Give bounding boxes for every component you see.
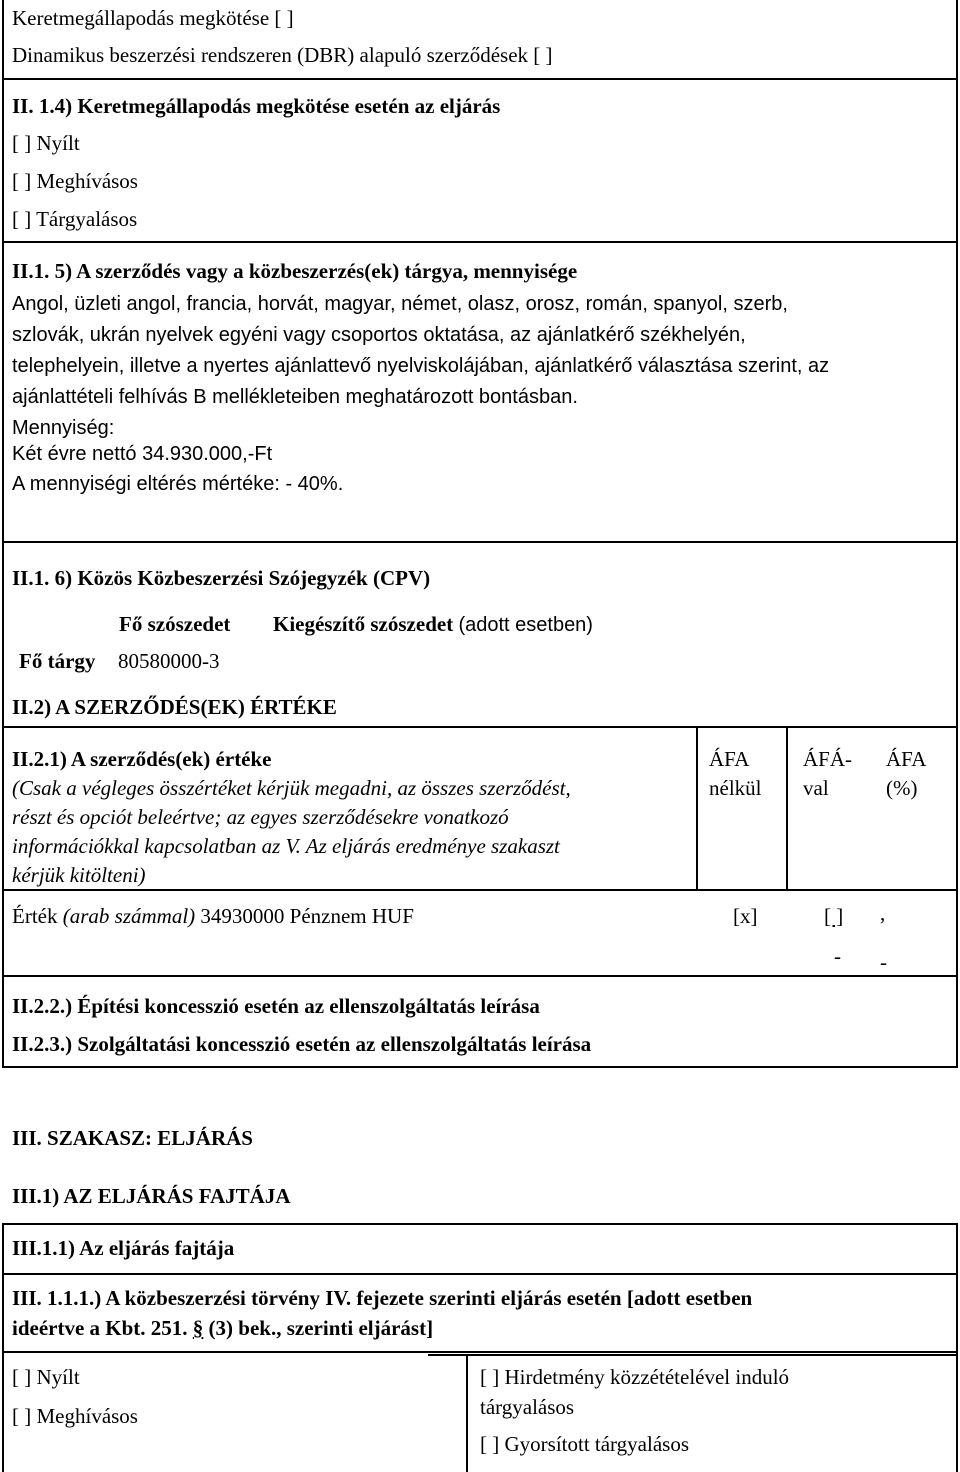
s3-line-3 [2, 1351, 958, 1353]
s3-option-hirdetmeny: [ ] Hirdetmény közzétételével induló [480, 1365, 790, 1389]
quantity-deviation: A mennyiségi eltérés mértéke: - 40%. [12, 473, 344, 495]
col-without-vat-l2: nélkül [709, 776, 762, 800]
cpv-supp-col-header [273, 614, 593, 635]
cpv-row-value: 80580000-3 [118, 649, 220, 673]
row-divider-1 [2, 78, 958, 80]
dash-vat-pct: - [880, 950, 887, 974]
subject-line-3: telephelyein, illetve a nyertes ajánlattevő nyelviskolájában, ajánlatkérő választása szerint, az [12, 355, 830, 377]
s3-right-top-line [428, 1354, 958, 1356]
option-meghivasos: [ ] Meghívásos [12, 169, 138, 193]
procedure-type-subheading: III.1.1) Az eljárás fajtája [12, 1236, 235, 1260]
cpv-supp-label: Kiegészítő szószedet [273, 612, 454, 636]
row-divider-4 [2, 726, 958, 728]
row-divider-5 [2, 889, 958, 891]
section-3-title: III. SZAKASZ: ELJÁRÁS [12, 1126, 253, 1150]
contract-value-note-3: információkkal kapcsolatban az V. Az eljárás eredménye szakaszt [12, 834, 560, 858]
quantity-value: Két évre nettó 34.930.000,-Ft [12, 443, 273, 465]
kbt-procedure-heading-2 [12, 1318, 433, 1339]
col-with-vat-l1: ÁFÁ- [803, 747, 853, 771]
s3-option-gyorsitott: [ ] Gyorsított tárgyalásos [480, 1432, 689, 1456]
checkbox-with-vat: [ ] [824, 904, 844, 928]
paragraph-icon: § [192, 1316, 204, 1340]
kbt-ref: ideértve a Kbt. 251. [12, 1316, 188, 1340]
contract-value-note-2: részt és opciót beleértve; az egyes szerződésekre vonatkozó [12, 805, 509, 829]
s3-line-2 [2, 1273, 958, 1275]
table-border-left [2, 0, 4, 1068]
subject-line-4: ajánlattételi felhívás B mellékleteiben meghatározott bontásban. [12, 386, 578, 408]
dbr-line: Dinamikus beszerzési rendszeren (DBR) alapuló szerződések [ ] [12, 43, 553, 67]
value-table-vline-2 [786, 726, 788, 890]
value-amount: 34930000 [200, 904, 285, 928]
table-border-bottom [2, 1066, 958, 1068]
col-vat-pct-l1: ÁFA [886, 747, 927, 771]
currency: HUF [371, 904, 414, 928]
cpv-main-col-header: Fő szószedet [119, 612, 231, 636]
row-divider-2 [2, 241, 958, 243]
value-table-vline-1 [696, 726, 698, 890]
subject-heading: II.1. 5) A szerződés vagy a közbeszerzés(ek) tárgya, mennyisége [12, 259, 578, 283]
s3-option-meghivasos: [ ] Meghívásos [12, 1404, 138, 1428]
cpv-supp-note: (adott esetben) [458, 614, 593, 636]
value-label-note: (arab számmal) [62, 904, 196, 928]
kbt-bek: (3) bek. [208, 1316, 277, 1340]
contract-value-note-4: kérjük kitölteni) [12, 863, 146, 887]
contract-value-note-1: (Csak a végleges összértéket kérjük megadni, az összes szerződést, [12, 776, 571, 800]
subject-line-2: szlovák, ukrán nyelvek egyéni vagy csoportos oktatása, az ajánlatkérő székhelyén, [12, 324, 746, 346]
col-without-vat-l1: ÁFA [709, 747, 750, 771]
s3-line-1 [2, 1223, 958, 1225]
value-row [12, 906, 414, 927]
row-divider-6 [2, 975, 958, 977]
subject-line-1: Angol, üzleti angol, francia, horvát, magyar, német, olasz, orosz, román, spanyol, szerb, [12, 293, 788, 315]
framework-procedure-heading: II. 1.4) Keretmegállapodás megkötése esetén az eljárás [12, 94, 501, 118]
currency-label: Pénznem [289, 904, 367, 928]
col-vat-pct-l2: (%) [886, 776, 918, 800]
contract-value-heading: II.2.1) A szerződés(ek) értéke [12, 747, 272, 771]
works-concession-heading: II.2.2.) Építési koncesszió esetén az ellenszolgáltatás leírása [12, 994, 540, 1018]
s3-option-hirdetmeny-cont: tárgyalásos [480, 1395, 575, 1419]
services-concession-heading: II.2.3.) Szolgáltatási koncesszió esetén az ellenszolgáltatás leírása [12, 1032, 592, 1056]
cpv-heading: II.1. 6) Közös Közbeszerzési Szójegyzék (CPV) [12, 566, 431, 590]
s3-center-divider [466, 1355, 468, 1472]
kbt-procedure-heading-1: III. 1.1.1.) A közbeszerzési törvény IV. fejezete szerinti eljárás esetén [adott esetben [12, 1286, 753, 1310]
framework-agreement-line: Keretmegállapodás megkötése [ ] [12, 6, 294, 30]
dash-with-vat: - [834, 944, 841, 968]
s3-option-nyilt: [ ] Nyílt [12, 1365, 80, 1389]
checkbox-without-vat: [x] [733, 904, 758, 928]
col-with-vat-l2: val [803, 776, 829, 800]
cpv-row-label: Fő tárgy [19, 649, 96, 673]
quantity-label: Mennyiség: [12, 417, 115, 439]
vat-pct-comma: , [880, 901, 886, 925]
option-targyalasos: [ ] Tárgyalásos [12, 207, 138, 231]
kbt-tail: , szerinti eljárást] [276, 1316, 434, 1340]
table-border-right [956, 0, 958, 1068]
s3-left-border [2, 1223, 4, 1472]
s3-right-border [956, 1223, 958, 1472]
value-label: Érték [12, 904, 58, 928]
procedure-type-heading: III.1) AZ ELJÁRÁS FAJTÁJA [12, 1184, 291, 1208]
contract-value-section-heading: II.2) A SZERZŐDÉS(EK) ÉRTÉKE [12, 695, 337, 719]
row-divider-3 [2, 541, 958, 543]
option-nyilt: [ ] Nyílt [12, 131, 80, 155]
